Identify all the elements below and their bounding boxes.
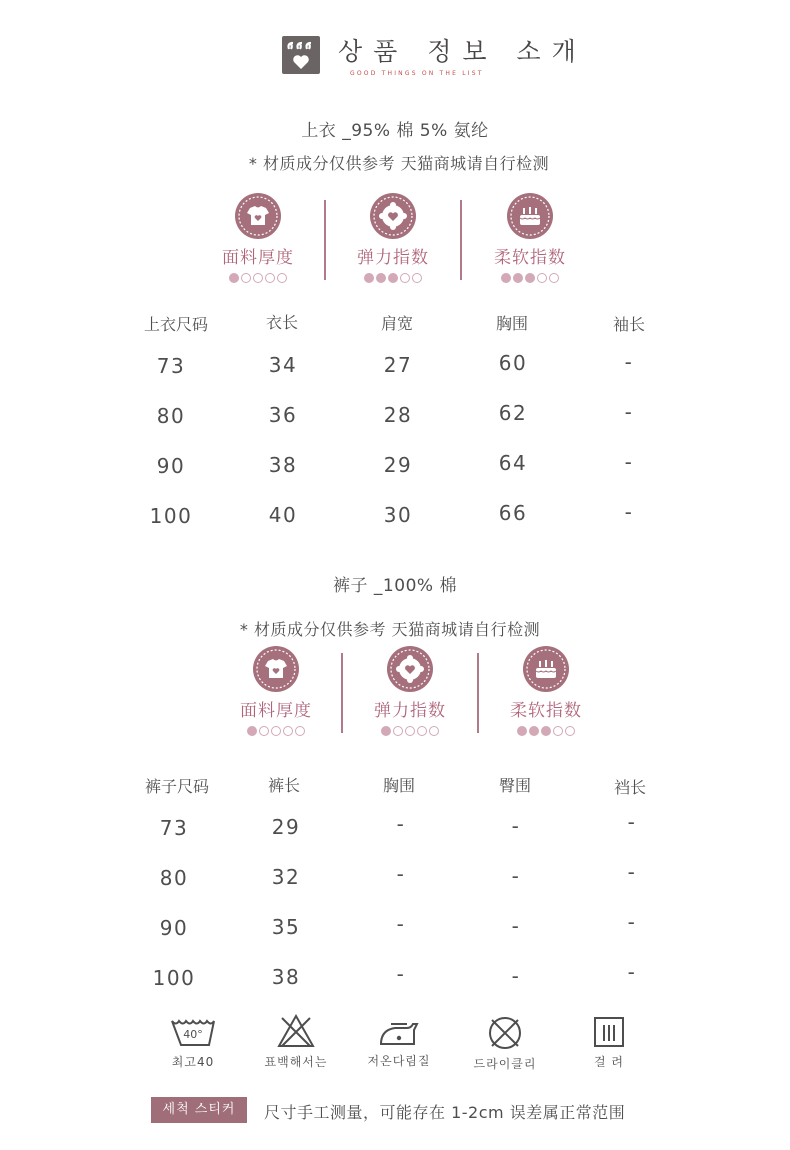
indicator-dots: [350, 726, 470, 736]
table-cell: 62: [498, 401, 528, 425]
hang-dry-icon: [592, 1015, 626, 1049]
top-indicator-softness: [470, 193, 590, 283]
flower-heart-icon: [387, 646, 433, 692]
table-cell: 34: [268, 353, 298, 377]
table-cell: 35: [271, 915, 301, 939]
dot: [364, 273, 374, 283]
table-cell: 66: [498, 501, 528, 525]
divider: [460, 200, 462, 280]
top-material: 上衣 _95% 棉 5% 氨纶: [301, 121, 489, 141]
table-cell: 36: [268, 403, 298, 427]
dot: [429, 726, 439, 736]
top-indicator-elasticity: [333, 193, 453, 283]
dot: [271, 726, 281, 736]
brand-logo: [282, 36, 320, 74]
shirt-icon: [235, 193, 281, 239]
table-cell: 73: [156, 354, 186, 378]
care-label: 저온다림질: [367, 1054, 431, 1068]
table-header: 胸围: [382, 776, 416, 795]
no-bleach-icon: [276, 1013, 316, 1049]
table-cell: -: [627, 810, 637, 834]
indicator-dots: [470, 273, 590, 283]
dot: [400, 273, 410, 283]
table-cell: -: [396, 812, 406, 836]
table-cell: -: [396, 962, 406, 986]
dot: [265, 273, 275, 283]
table-cell: 28: [383, 403, 413, 427]
table-header: 胸围: [495, 314, 529, 333]
table-cell: 90: [159, 916, 189, 940]
pants-indicator-thickness: [216, 646, 336, 736]
table-cell: 38: [271, 965, 301, 989]
table-cell: 90: [156, 454, 186, 478]
dot: [253, 273, 263, 283]
dot: [513, 273, 523, 283]
table-cell: 80: [159, 866, 189, 890]
care-label: 걸 려: [594, 1055, 624, 1069]
table-cell: 100: [152, 966, 196, 990]
dot: [241, 273, 251, 283]
table-cell: 29: [271, 815, 301, 839]
indicator-label: 面料厚度: [222, 248, 294, 268]
dot: [381, 726, 391, 736]
care-dry-clean: [455, 1015, 555, 1072]
table-header: 裤长: [267, 776, 301, 795]
wash-40-icon: [169, 1015, 217, 1049]
table-cell: -: [624, 450, 634, 474]
table-cell: -: [511, 914, 521, 938]
table-cell: -: [511, 964, 521, 988]
indicator-label: 柔软指数: [494, 248, 566, 268]
table-header: 衣长: [265, 313, 299, 332]
dot: [376, 273, 386, 283]
table-cell: 73: [159, 816, 189, 840]
table-cell: -: [624, 350, 634, 374]
pants-material: 裤子 _100% 棉: [333, 576, 457, 596]
dot: [565, 726, 575, 736]
table-cell: -: [396, 912, 406, 936]
cake-icon: [523, 646, 569, 692]
wash-sticker-tag: 세척 스티커: [151, 1097, 247, 1123]
top-indicator-thickness: [198, 193, 318, 283]
divider: [324, 200, 326, 280]
table-header: 裆长: [613, 778, 647, 797]
pants-material-note: * 材质成分仅供参考 天猫商城请自行检测: [239, 620, 541, 639]
table-cell: 30: [383, 503, 413, 527]
table-cell: -: [396, 862, 406, 886]
table-header: 袖长: [612, 315, 646, 334]
shirt-icon: [253, 646, 299, 692]
dot: [501, 273, 511, 283]
care-label: 표백해서는: [264, 1055, 328, 1069]
dot: [393, 726, 403, 736]
measurement-note: 尺寸手工测量，可能存在 1-2cm 误差属正常范围: [264, 1103, 626, 1122]
dot: [417, 726, 427, 736]
table-cell: -: [624, 400, 634, 424]
dot: [283, 726, 293, 736]
table-cell: 100: [149, 504, 193, 528]
page-subtitle: GOOD THINGS ON THE LIST: [350, 70, 484, 77]
dot: [537, 273, 547, 283]
dot: [549, 273, 559, 283]
table-cell: 60: [498, 351, 528, 375]
dot: [529, 726, 539, 736]
dot: [525, 273, 535, 283]
indicator-label: 弹力指数: [374, 701, 446, 721]
dot: [553, 726, 563, 736]
table-cell: 38: [268, 453, 298, 477]
dot: [229, 273, 239, 283]
care-bleach: [246, 1013, 346, 1070]
dot: [388, 273, 398, 283]
table-cell: -: [627, 910, 637, 934]
indicator-dots: [486, 726, 606, 736]
indicator-label: 柔软指数: [510, 701, 582, 721]
table-cell: 64: [498, 451, 528, 475]
dot: [277, 273, 287, 283]
table-cell: -: [511, 814, 521, 838]
table-header: 肩宽: [380, 314, 414, 333]
flower-heart-icon: [370, 193, 416, 239]
table-cell: -: [511, 864, 521, 888]
table-cell: 40: [268, 503, 298, 527]
page-title: 상품 정보 소개: [338, 37, 587, 66]
indicator-dots: [198, 273, 318, 283]
divider: [341, 653, 343, 733]
table-cell: 32: [271, 865, 301, 889]
care-label: 최고40: [171, 1055, 215, 1069]
table-header: 臀围: [498, 776, 532, 795]
table-cell: -: [627, 860, 637, 884]
table-cell: -: [624, 500, 634, 524]
table-cell: 80: [156, 404, 186, 428]
indicator-label: 面料厚度: [240, 701, 312, 721]
no-dry-clean-icon: [487, 1015, 523, 1051]
indicator-label: 弹力指数: [357, 248, 429, 268]
divider: [477, 653, 479, 733]
table-header: 裤子尺码: [144, 777, 210, 796]
dot: [412, 273, 422, 283]
table-cell: 29: [383, 453, 413, 477]
care-hang: [559, 1015, 659, 1070]
care-iron: [349, 1016, 449, 1069]
table-cell: 27: [383, 353, 413, 377]
table-header: 上衣尺码: [143, 315, 209, 334]
table-cell: -: [627, 960, 637, 984]
dot: [517, 726, 527, 736]
dot: [295, 726, 305, 736]
pants-indicator-elasticity: [350, 646, 470, 736]
indicator-dots: [216, 726, 336, 736]
pants-indicator-softness: [486, 646, 606, 736]
iron-low-icon: [377, 1016, 421, 1048]
dot: [247, 726, 257, 736]
care-wash: [143, 1015, 243, 1070]
care-label: 드라이클리: [473, 1057, 537, 1071]
dot: [259, 726, 269, 736]
dot: [541, 726, 551, 736]
wash-temp: 40°: [183, 1028, 203, 1041]
cake-icon: [507, 193, 553, 239]
top-material-note: * 材质成分仅供参考 天猫商城请自行检测: [248, 154, 550, 173]
indicator-dots: [333, 273, 453, 283]
dot: [405, 726, 415, 736]
